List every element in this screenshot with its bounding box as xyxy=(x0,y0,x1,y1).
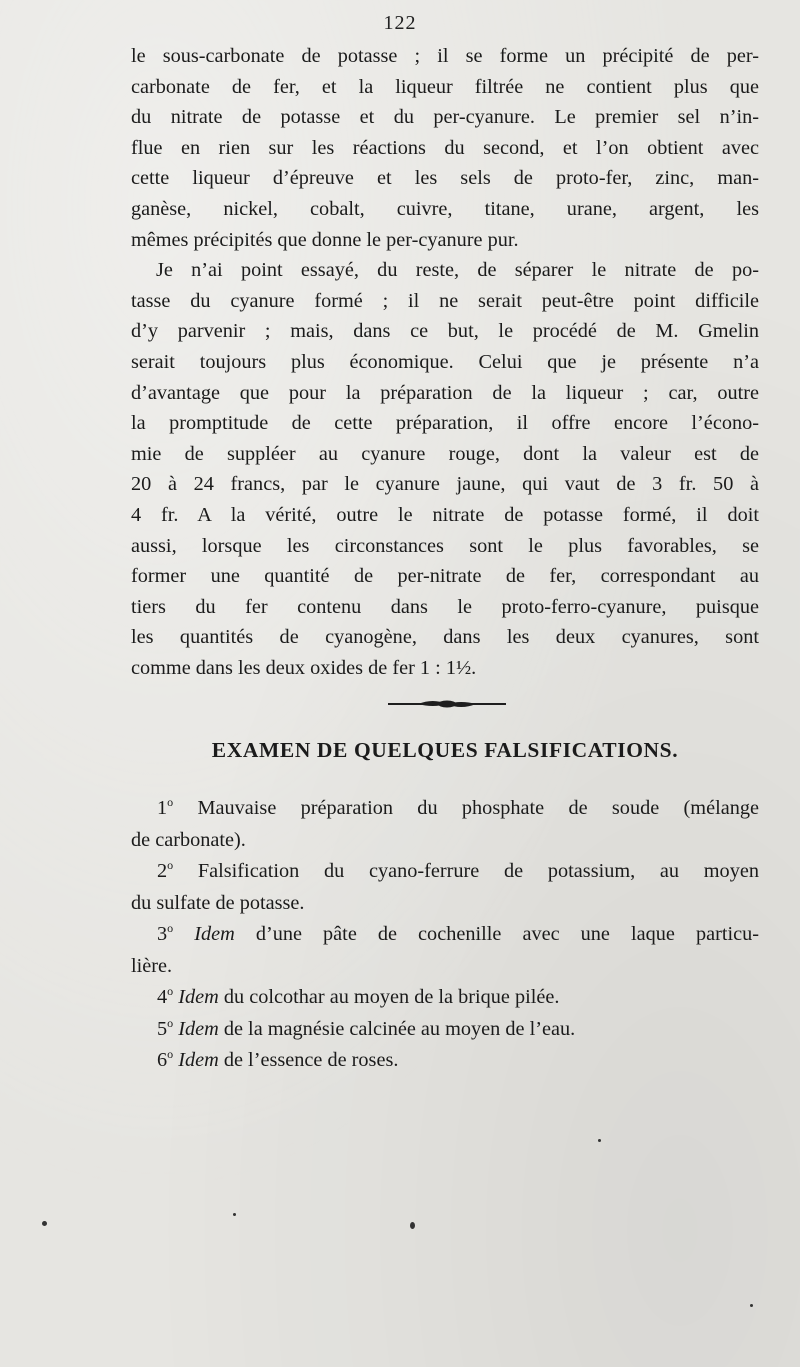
ornamental-divider xyxy=(388,697,506,711)
item-text: du colcothar au moyen de la brique pilée. xyxy=(223,986,560,1008)
list-item xyxy=(131,1045,759,1077)
paragraph-gmelin xyxy=(131,255,759,683)
item-text: de l’essence de roses. xyxy=(223,1049,399,1071)
text-line: tiers du fer contenu dans le proto-ferro-cyanure, puisque xyxy=(131,595,759,618)
list-item xyxy=(131,856,759,919)
list-item xyxy=(131,1014,759,1046)
text-line: flue en rien sur les réactions du second, et l’on obtient avec xyxy=(131,136,759,159)
text-line: comme dans les deux oxides de fer 1 : 1½. xyxy=(131,656,477,679)
item-number: 5$^o$ xyxy=(157,1015,174,1040)
falsifications-list xyxy=(131,793,759,1077)
text-line: former une quantité de per-nitrate de fer, correspondant au xyxy=(131,565,759,588)
paper-speck xyxy=(410,1222,415,1229)
item-number: 4$^o$ xyxy=(157,984,174,1008)
list-item-first-line xyxy=(131,1045,759,1077)
list-item xyxy=(131,793,759,856)
text-line: d’avantage que pour la préparation de la liqueur ; car, outre xyxy=(131,381,759,404)
paper-speck xyxy=(750,1304,753,1307)
list-item-line: de carbonate). xyxy=(131,828,246,851)
text-line: ganèse, nickel, cobalt, cuivre, titane, urane, argent, les xyxy=(131,197,759,220)
text-line: le sous-carbonate de potasse ; il se forme un précipité de per- xyxy=(131,45,759,67)
text-line: la promptitude de cette préparation, il offre encore l’écono- xyxy=(131,412,759,435)
text-line: 4 fr. A la vérité, outre le nitrate de potasse formé, il doit xyxy=(131,503,759,526)
text-line: mêmes précipités que donne le per-cyanure pur. xyxy=(131,228,519,251)
text-line: mie de suppléer au cyanure rouge, dont la valeur est de xyxy=(131,442,759,465)
item-text: de la magnésie calcinée au moyen de l’eau. xyxy=(223,1017,576,1040)
list-item-line: du sulfate de potasse. xyxy=(131,891,305,914)
text-line: cette liqueur d’épreuve et les sels de proto-fer, zinc, man- xyxy=(131,167,759,190)
list-item-first-line xyxy=(131,1014,759,1046)
list-item-line: lière. xyxy=(131,954,173,977)
page-number: 122 xyxy=(383,12,417,34)
item-text: Mauvaise préparation du phosphate de soude (mélange xyxy=(197,797,759,819)
list-item xyxy=(131,982,759,1014)
item-number: 3$^o$ xyxy=(157,921,174,945)
idem-label: Idem xyxy=(178,986,219,1008)
text-line: d’y parvenir ; mais, dans ce but, le procédé de M. Gmelin xyxy=(131,320,759,343)
section-heading: EXAMEN DE QUELQUES FALSIFICATIONS. xyxy=(211,738,679,762)
paper-speck xyxy=(42,1221,47,1226)
item-number: 1$^o$ xyxy=(157,795,174,819)
item-text: Falsification du cyano-ferrure de potassium, au moyen xyxy=(197,860,759,882)
paper-speck xyxy=(233,1213,236,1216)
text-line: du nitrate de potasse et du per-cyanure. Le premier sel n’in- xyxy=(131,106,759,129)
text-line: les quantités de cyanogène, dans les deux cyanures, sont xyxy=(131,626,759,649)
list-item-first-line xyxy=(131,793,759,825)
text-line: tasse du cyanure formé ; il ne serait peut-être point difficile xyxy=(131,289,759,312)
list-item-first-line xyxy=(131,856,759,888)
item-text: d’une pâte de cochenille avec une laque particu- xyxy=(255,923,760,945)
item-number: 6$^o$ xyxy=(157,1047,174,1071)
body-text xyxy=(131,41,759,683)
paper-speck xyxy=(598,1139,601,1142)
text-line: carbonate de fer, et la liqueur filtrée ne contient plus que xyxy=(131,75,759,98)
text-line: serait toujours plus économique. Celui que je présente n’a xyxy=(131,350,759,373)
idem-label: Idem xyxy=(194,923,235,945)
text-line: 20 à 24 francs, par le cyanure jaune, qui vaut de 3 fr. 50 à xyxy=(131,473,759,496)
text-line: aussi, lorsque les circonstances sont le plus favorables, se xyxy=(131,534,759,557)
idem-label: Idem xyxy=(178,1017,219,1040)
text-line: Je n’ai point essayé, du reste, de séparer le nitrate de po- xyxy=(156,259,759,282)
idem-label: Idem xyxy=(178,1049,219,1071)
paragraph-continued xyxy=(131,41,759,255)
list-item-first-line xyxy=(131,919,759,951)
item-number: 2$^o$ xyxy=(157,858,174,882)
list-item xyxy=(131,919,759,982)
list-item-first-line xyxy=(131,982,759,1014)
